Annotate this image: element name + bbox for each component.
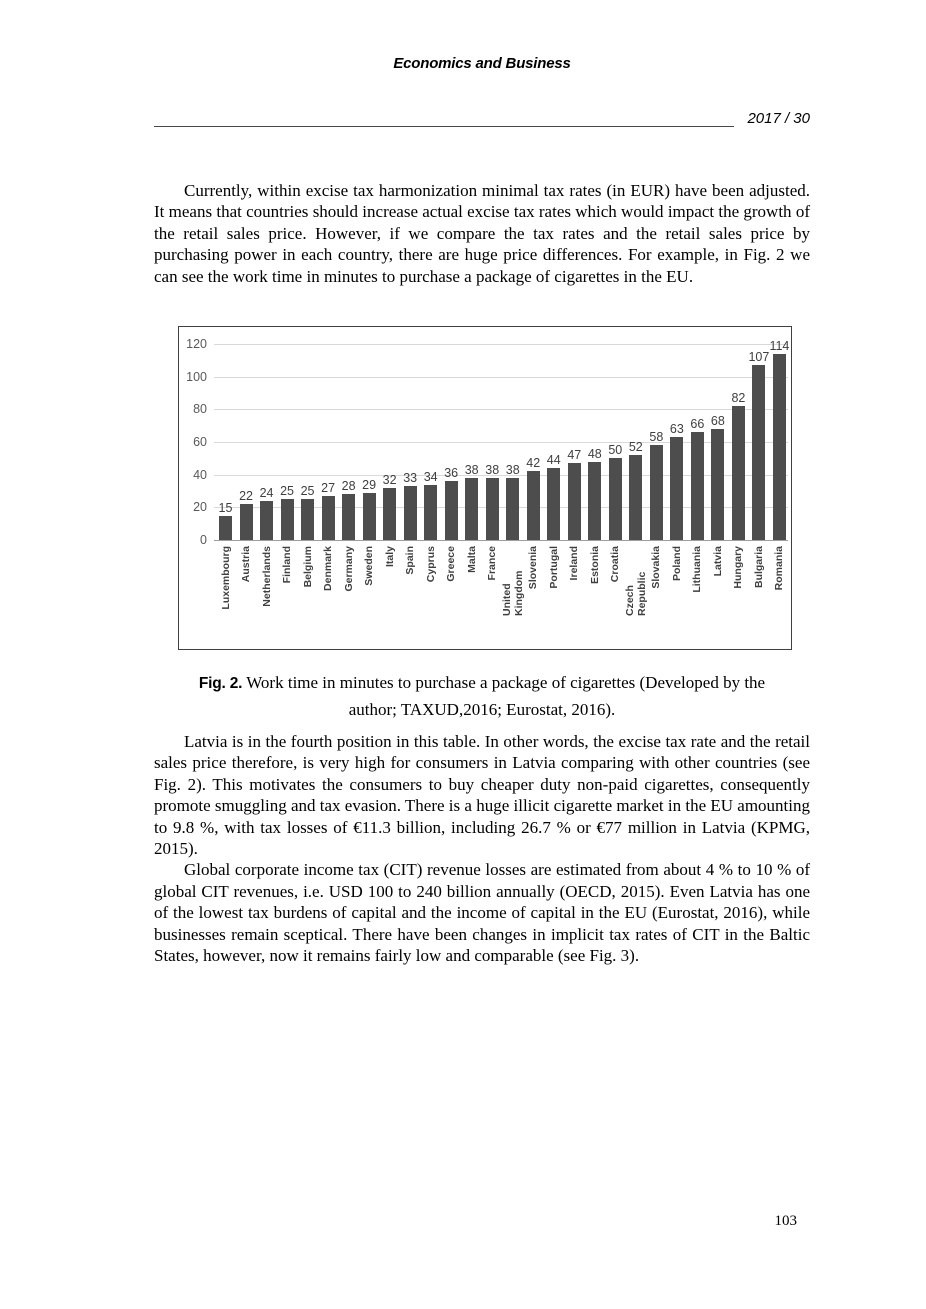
x-category bbox=[773, 546, 786, 646]
x-category-label: Hungary bbox=[732, 546, 745, 589]
bar-germany bbox=[341, 479, 356, 540]
intro-text-block bbox=[154, 180, 810, 287]
chart-x-axis-labels bbox=[214, 546, 788, 646]
bar-value-label: 25 bbox=[280, 484, 294, 499]
x-category-label: Luxembourg bbox=[219, 546, 232, 610]
x-category-label: Cyprus bbox=[424, 546, 437, 583]
x-category-label: Lithuania bbox=[691, 546, 704, 593]
x-category bbox=[219, 546, 232, 646]
x-category bbox=[568, 546, 581, 646]
y-tick-label: 20 bbox=[193, 500, 207, 515]
x-category bbox=[500, 546, 525, 646]
x-category bbox=[383, 546, 396, 646]
x-category bbox=[342, 546, 355, 646]
x-category bbox=[588, 546, 601, 646]
bar-value-label: 24 bbox=[259, 485, 274, 500]
x-category bbox=[670, 546, 683, 646]
bar-latvia bbox=[710, 413, 725, 540]
x-category bbox=[486, 546, 499, 646]
figure-caption-text: Work time in minutes to purchase a package of cigarettes (Developed by the author; TAXUD,2016; Eurostat, 2016). bbox=[246, 673, 766, 719]
x-category-label: Poland bbox=[670, 546, 683, 582]
x-category bbox=[691, 546, 704, 646]
x-axis-line bbox=[214, 540, 788, 541]
bar-spain bbox=[403, 471, 418, 540]
x-category-label: Romania bbox=[773, 546, 786, 591]
x-category bbox=[322, 546, 335, 646]
bar-value-label: 52 bbox=[628, 440, 643, 455]
bar-denmark bbox=[321, 480, 336, 540]
bar-value-label: 68 bbox=[710, 413, 725, 428]
bar-croatia bbox=[608, 443, 623, 540]
bar-portugal bbox=[546, 453, 561, 540]
x-category bbox=[424, 546, 437, 646]
y-tick-label: 120 bbox=[186, 337, 207, 351]
bar-value-label: 107 bbox=[748, 350, 770, 365]
x-category bbox=[445, 546, 458, 646]
x-category bbox=[711, 546, 724, 646]
bar-value-label: 38 bbox=[464, 462, 479, 477]
bar-belgium bbox=[300, 484, 315, 540]
bar-estonia bbox=[587, 446, 602, 540]
x-category-label: Bulgaria bbox=[752, 546, 765, 589]
journal-issue: 2017 / 30 bbox=[747, 110, 810, 127]
x-category-label: France bbox=[486, 546, 499, 581]
bar-austria bbox=[239, 489, 253, 540]
bar-ireland bbox=[567, 448, 582, 540]
y-tick-label: 100 bbox=[186, 369, 207, 384]
x-category bbox=[404, 546, 417, 646]
x-category-label: Croatia bbox=[609, 546, 622, 583]
bar-value-label: 25 bbox=[300, 484, 315, 499]
y-tick-label: 0 bbox=[200, 533, 207, 547]
figure-label: Fig. 2. bbox=[198, 675, 243, 692]
x-category-label: Belgium bbox=[301, 546, 314, 588]
bar-italy bbox=[382, 472, 397, 540]
bar-malta bbox=[464, 462, 479, 540]
x-category-label: Malta bbox=[465, 546, 478, 573]
page-number: 103 bbox=[774, 1213, 797, 1229]
bar-value-label: 47 bbox=[567, 448, 582, 463]
bar-greece bbox=[444, 466, 459, 540]
bar-netherlands bbox=[259, 485, 274, 540]
x-category-label: Spain bbox=[404, 546, 417, 575]
bar-value-label: 38 bbox=[505, 462, 520, 477]
bar-lithuania bbox=[690, 417, 705, 540]
bar-value-label: 44 bbox=[546, 453, 561, 468]
x-category-label: Finland bbox=[281, 546, 294, 584]
journal-title: Economics and Business bbox=[393, 55, 571, 72]
x-category-label: Portugal bbox=[547, 546, 560, 589]
x-category bbox=[547, 546, 560, 646]
y-tick-label: 40 bbox=[193, 467, 207, 482]
bar-value-label: 114 bbox=[769, 338, 790, 353]
bar-hungary bbox=[731, 391, 746, 540]
paragraph-cit-losses: Global corporate income tax (CIT) revenue losses are estimated from about 4 % to 10 % of global CIT revenues, i.e. USD 100 to 240 billion annually (OECD, 2015). Even Latvia has one of the lowest tax burdens of capital and the income of capital in the EU (Eurostat, 2016), while businesses remain sceptical. There have been changes in implicit tax rates of CIT in the Baltic States, however, now it remains fairly low and comparable (see Fig. 3). bbox=[154, 860, 810, 966]
discussion-text-block bbox=[154, 731, 810, 966]
x-category-label: Greece bbox=[445, 546, 458, 582]
bar-value-label: 34 bbox=[423, 469, 438, 484]
bar-cyprus bbox=[423, 469, 438, 541]
figure-2-bar-chart bbox=[178, 326, 792, 650]
paragraph-latvia-position: Latvia is in the fourth position in this table. In other words, the excise tax rate and the retail sales price therefore, is very high for consumers in Latvia comparing with other countries (see Fig. 2). This motivates the consumers to buy cheaper duty non-paid cigarettes, consequently promote smuggling and tax evasion. There is a huge illicit cigarette market in the EU amounting to 9.8 %, with tax losses of €11.3 billion, including 26.7 % or €77 million in Latvia (KPMG, 2015). bbox=[154, 732, 810, 859]
bar-romania bbox=[769, 338, 790, 540]
x-category-label: Slovakia bbox=[650, 546, 663, 589]
bar-value-label: 50 bbox=[608, 443, 623, 458]
x-category-label: Germany bbox=[342, 546, 355, 592]
x-category-label: Austria bbox=[240, 546, 253, 583]
x-category bbox=[623, 546, 648, 646]
bar-value-label: 42 bbox=[526, 456, 541, 471]
x-category-label: Ireland bbox=[568, 546, 581, 581]
x-category bbox=[363, 546, 376, 646]
x-category bbox=[609, 546, 622, 646]
x-category bbox=[281, 546, 294, 646]
x-category bbox=[465, 546, 478, 646]
bar-value-label: 33 bbox=[403, 471, 418, 486]
bar-united-kingdom bbox=[505, 462, 520, 540]
x-category bbox=[240, 546, 253, 646]
bar-value-label: 22 bbox=[239, 489, 253, 504]
x-category-label: Netherlands bbox=[260, 546, 273, 607]
bar-france bbox=[485, 462, 500, 540]
bar-sweden bbox=[362, 477, 377, 540]
bar-value-label: 48 bbox=[587, 446, 602, 461]
bar-value-label: 27 bbox=[321, 480, 336, 495]
bar-value-label: 63 bbox=[669, 422, 684, 437]
x-category bbox=[527, 546, 540, 646]
x-category-label: Italy bbox=[383, 546, 396, 568]
x-category-label: Sweden bbox=[363, 546, 376, 586]
x-category bbox=[260, 546, 273, 646]
x-category bbox=[732, 546, 745, 646]
figure-caption bbox=[182, 670, 782, 722]
bar-value-label: 38 bbox=[485, 462, 500, 477]
chart-bars bbox=[214, 338, 790, 540]
bar-finland bbox=[280, 484, 294, 540]
bar-value-label: 82 bbox=[731, 391, 746, 406]
x-category-label: United Kingdom bbox=[500, 570, 525, 616]
x-category bbox=[650, 546, 663, 646]
bar-value-label: 29 bbox=[362, 477, 377, 492]
x-category-label: Slovenia bbox=[527, 546, 540, 590]
x-category bbox=[301, 546, 314, 646]
bar-luxembourg bbox=[218, 500, 233, 541]
bar-bulgaria bbox=[748, 350, 770, 540]
x-category-label: Czech Republic bbox=[623, 571, 648, 616]
bar-value-label: 58 bbox=[649, 430, 664, 445]
y-tick-label: 80 bbox=[193, 402, 207, 417]
x-category-label: Latvia bbox=[711, 546, 724, 577]
bar-value-label: 36 bbox=[444, 466, 459, 481]
bar-poland bbox=[669, 422, 684, 540]
bar-value-label: 28 bbox=[341, 479, 356, 494]
x-category-label: Estonia bbox=[588, 546, 601, 584]
bar-value-label: 15 bbox=[218, 500, 233, 515]
bar-slovenia bbox=[526, 456, 541, 540]
x-category-label: Denmark bbox=[322, 546, 335, 591]
bar-value-label: 66 bbox=[690, 417, 705, 432]
y-tick-label: 60 bbox=[193, 435, 207, 449]
x-category bbox=[752, 546, 765, 646]
bar-slovakia bbox=[649, 430, 664, 540]
bar-czech-republic bbox=[628, 440, 643, 540]
bar-value-label: 32 bbox=[382, 472, 397, 487]
paragraph-excise-harmonization: Currently, within excise tax harmonization minimal tax rates (in EUR) have been adjusted. It means that countries should increase actual excise tax rates which would impact the growth of the retail sales price. However, if we compare the tax rates and the retail sales price by purchasing power in each country, there are huge price differences. For example, in Fig. 2 we can see the work time in minutes to purchase a package of cigarettes in the EU. bbox=[154, 181, 810, 286]
